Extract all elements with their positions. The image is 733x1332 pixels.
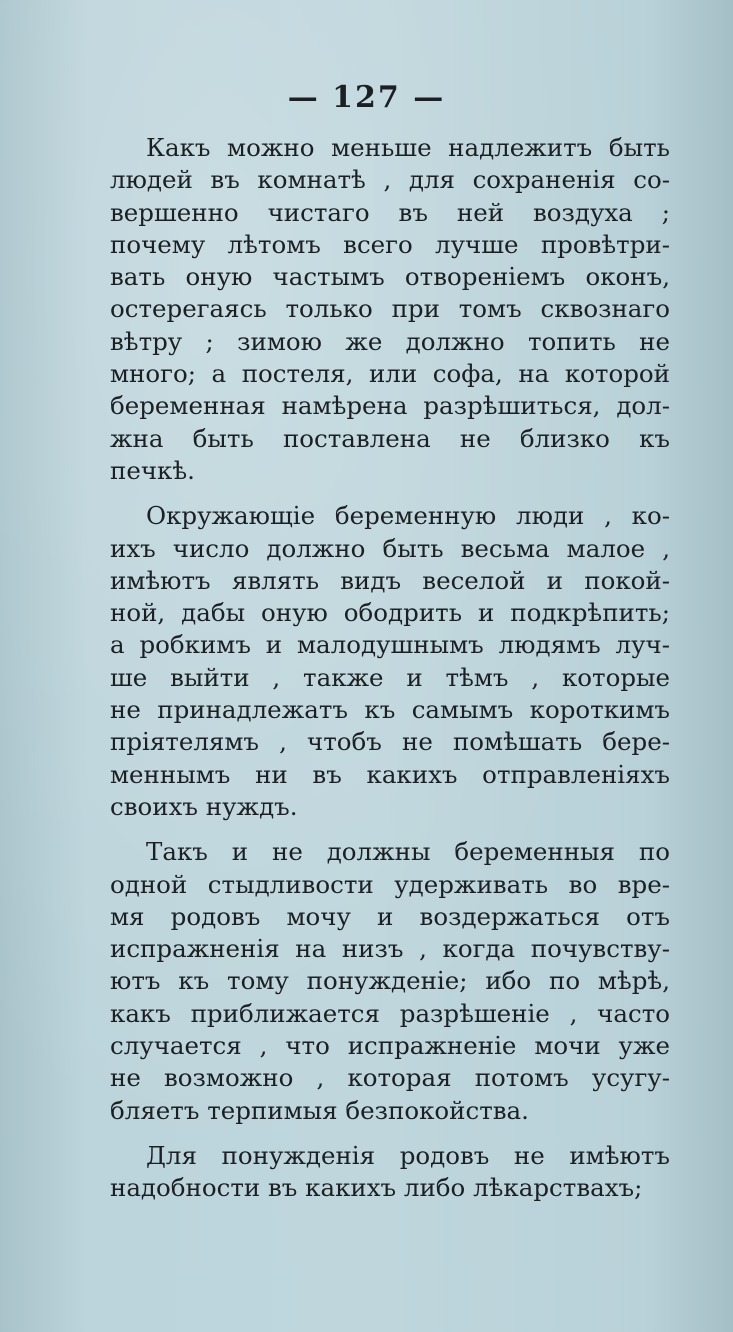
text-line: Окружающіе беременную люди , ко- [146,501,670,531]
text-line: ютъ къ тому понужденіе; ибо по мѣрѣ, [110,966,670,996]
text-line: мя родовъ мочу и воздержаться отъ [110,901,670,931]
text-line: своихъ нуждъ. [110,791,298,821]
text-line: надобности въ какихъ либо лѣкарствахъ; [110,1173,643,1203]
text-line: испражненія на низъ , когда почувству- [110,934,670,964]
text-line: вѣтру ; зимою же должно топить не [110,326,670,356]
text-line: бляетъ терпимыя безпокойства. [110,1095,529,1125]
paragraph [110,132,670,487]
text-line: ной, дабы оную ободрить и подкрѣпить; [110,598,670,628]
page-number-header: — 127 — [287,80,446,115]
text-line: меннымъ ни въ какихъ отправленіяхъ [110,759,670,789]
text-line: почему лѣтомъ всего лучше провѣтри- [110,229,670,259]
text-line: вать оную частымъ отвореніемъ оконъ, [110,262,670,292]
text-line: Для понужденія родовъ не имѣютъ [146,1140,670,1170]
text-line: случается , что испражненіе мочи уже [110,1031,670,1061]
text-line: одной стыдливости удерживать во вре- [110,869,670,899]
text-line: имѣютъ являть видъ веселой и покой- [110,565,670,595]
text-line: жна быть поставлена не близко къ [110,423,670,453]
text-line: не принадлежатъ къ самымъ короткимъ [110,695,670,725]
text-line: не возможно , которая потомъ усугу- [110,1063,670,1093]
text-line: а робкимъ и малодушнымъ людямъ луч- [110,630,670,660]
text-line: Такъ и не должны беременныя по [146,837,670,867]
text-line: ихъ число должно быть весьма малое , [110,533,670,563]
text-line: людей въ комнатѣ , для сохраненія со- [110,165,670,195]
text-line: пріятелямъ , чтобъ не помѣшать бере- [110,727,670,757]
text-line: какъ приближается разрѣшеніе , часто [110,998,670,1028]
text-line: Какъ можно меньше надлежитъ быть [146,133,670,162]
body-text [110,132,670,1218]
paragraph [110,1140,670,1205]
paragraph [110,836,670,1127]
text-line: ше выйти , также и тѣмъ , которые [110,662,670,692]
text-line: много; а постеля, или софа, на которой [110,359,670,389]
paragraph [110,500,670,823]
text-line: остерегаясь только при томъ сквознаго [110,294,670,324]
text-line: беременная намѣрена разрѣшиться, дол- [110,391,670,421]
text-line: печкѣ. [110,455,195,485]
text-line: вершенно чистаго въ ней воздуха ; [110,197,670,227]
